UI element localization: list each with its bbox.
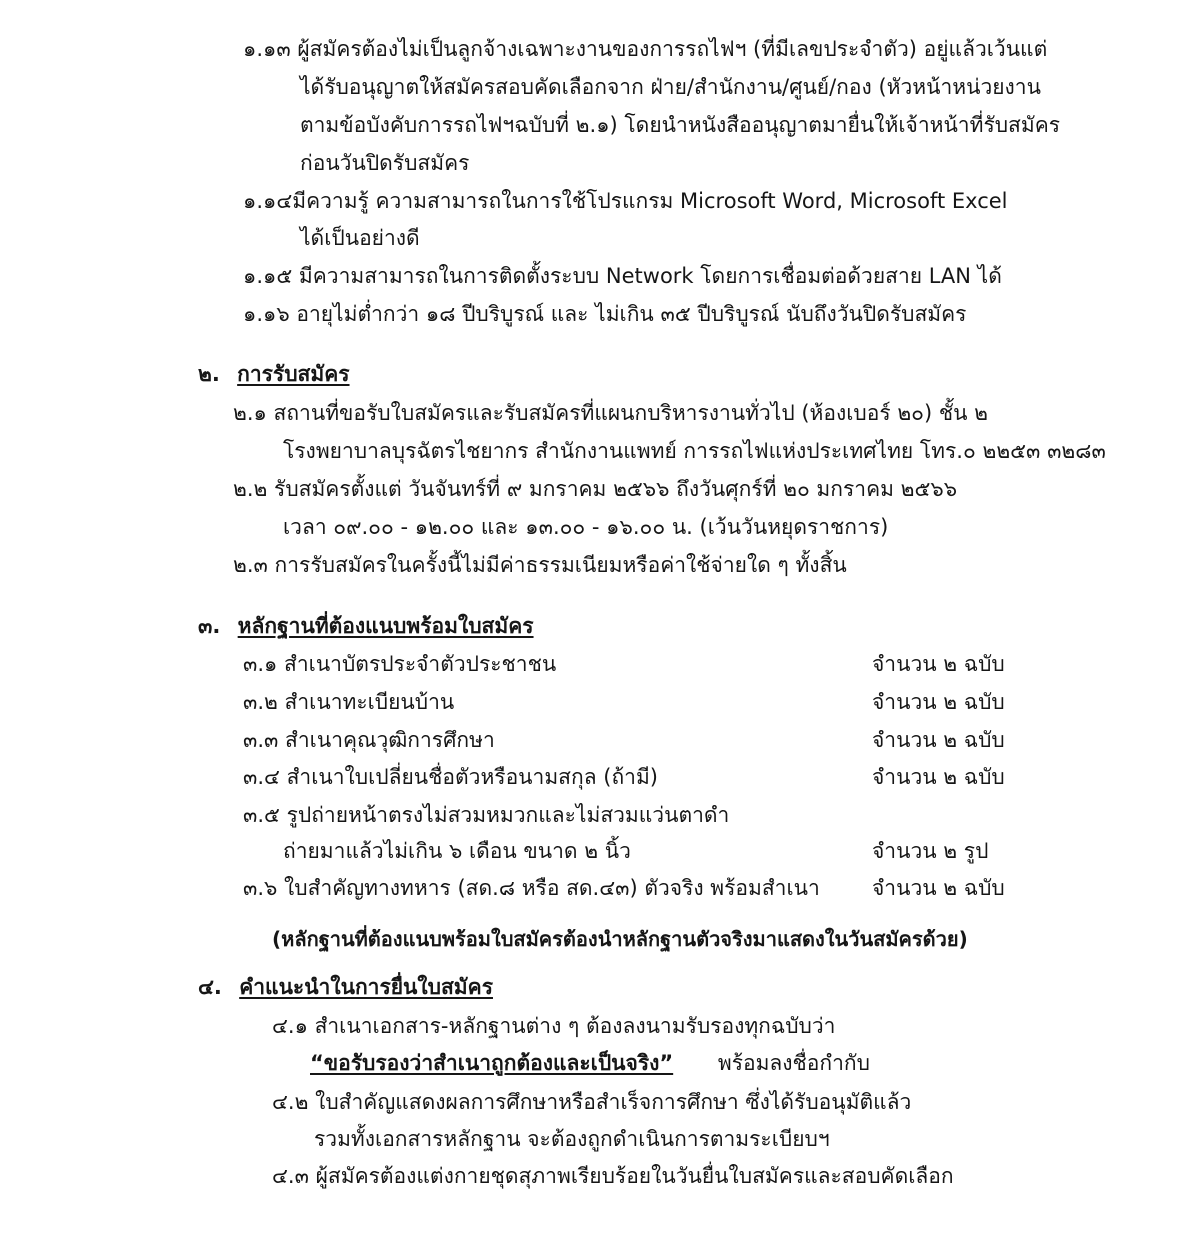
doc-item-3-2: ๓.๒ สำเนาทะเบียนบ้าน: [243, 690, 455, 714]
doc-item-3-5-line-2: ถ่ายมาแล้วไม่เกิน ๖ เดือน ขนาด ๒ นิ้ว: [283, 839, 631, 863]
section-3-heading: [198, 611, 534, 641]
item-4-1-line-2: [310, 1048, 870, 1078]
certification-quote: “ขอรับรองว่าสำเนาถูกต้องและเป็นจริง”: [310, 1051, 674, 1075]
item-1-14-line-1: ๑.๑๔มีความรู้ ความสามารถในการใช้โปรแกรม Microsoft Word, Microsoft Excel: [243, 189, 1008, 213]
doc-item-3-6: ๓.๖ ใบสำคัญทางทหาร (สด.๘ หรือ สด.๔๓) ตัวจริง พร้อมสำเนา: [243, 876, 820, 900]
section-4-number: ๔.: [198, 975, 222, 999]
item-1-14-line-2: ได้เป็นอย่างดี: [300, 226, 420, 250]
certification-suffix: พร้อมลงชื่อกำกับ: [717, 1051, 870, 1075]
item-1-13-line-2: ได้รับอนุญาตให้สมัครสอบคัดเลือกจาก ฝ่าย/สำนักงาน/ศูนย์/กอง (หัวหน้าหน่วยงาน: [300, 75, 1041, 99]
doc-item-3-1-qty: จำนวน ๒ ฉบับ: [872, 652, 1005, 676]
doc-item-3-4: ๓.๔ สำเนาใบเปลี่ยนชื่อตัวหรือนามสกุล (ถ้ามี): [243, 765, 658, 789]
doc-item-3-4-qty: จำนวน ๒ ฉบับ: [872, 765, 1005, 789]
item-4-1-line-1: ๔.๑ สำเนาเอกสาร-หลักฐานต่าง ๆ ต้องลงนามรับรองทุกฉบับว่า: [272, 1014, 836, 1038]
item-2-1-line-2: โรงพยาบาลบุรฉัตรไชยากร สำนักงานแพทย์ การรถไฟแห่งประเทศไทย โทร.๐ ๒๒๕๓ ๓๒๘๓: [283, 439, 1106, 463]
item-2-3: ๒.๓ การรับสมัครในครั้งนี้ไม่มีค่าธรรมเนียมหรือค่าใช้จ่ายใด ๆ ทั้งสิ้น: [233, 553, 847, 577]
item-1-13-line-1: ๑.๑๓ ผู้สมัครต้องไม่เป็นลูกจ้างเฉพาะงานของการรถไฟฯ (ที่มีเลขประจำตัว) อยู่แล้วเว้นแต่: [243, 37, 1048, 61]
section-2-number: ๒.: [198, 362, 220, 386]
doc-item-3-2-qty: จำนวน ๒ ฉบับ: [872, 690, 1005, 714]
item-4-2-line-2: รวมทั้งเอกสารหลักฐาน จะต้องถูกดำเนินการตามระเบียบฯ: [314, 1127, 830, 1151]
section-3-title: หลักฐานที่ต้องแนบพร้อมใบสมัคร: [237, 614, 534, 638]
doc-item-3-6-qty: จำนวน ๒ ฉบับ: [872, 876, 1005, 900]
item-2-2-line-1: ๒.๒ รับสมัครตั้งแต่ วันจันทร์ที่ ๙ มกราคม ๒๕๖๖ ถึงวันศุกร์ที่ ๒๐ มกราคม ๒๕๖๖: [233, 477, 958, 501]
section-3-note: (หลักฐานที่ต้องแนบพร้อมใบสมัครต้องนำหลักฐานตัวจริงมาแสดงในวันสมัครด้วย): [272, 927, 968, 951]
item-1-13-line-4: ก่อนวันปิดรับสมัคร: [300, 151, 470, 175]
section-2-heading: [198, 359, 350, 389]
section-4-title: คำแนะนำในการยื่นใบสมัคร: [239, 975, 493, 999]
doc-item-3-5-line-1: ๓.๕ รูปถ่ายหน้าตรงไม่สวมหมวกและไม่สวมแว่นตาดำ: [243, 803, 730, 827]
item-4-3: ๔.๓ ผู้สมัครต้องแต่งกายชุดสุภาพเรียบร้อยในวันยื่นใบสมัครและสอบคัดเลือก: [272, 1164, 954, 1188]
doc-item-3-1: ๓.๑ สำเนาบัตรประจำตัวประชาชน: [243, 652, 557, 676]
section-2-title: การรับสมัคร: [237, 362, 350, 386]
doc-item-3-3-qty: จำนวน ๒ ฉบับ: [872, 728, 1005, 752]
doc-item-3-5-qty: จำนวน ๒ รูป: [872, 839, 989, 863]
section-4-heading: [198, 972, 493, 1002]
item-1-13-line-3: ตามข้อบังคับการรถไฟฯฉบับที่ ๒.๑) โดยนำหนังสืออนุญาตมายื่นให้เจ้าหน้าที่รับสมัคร: [300, 113, 1061, 137]
section-3-number: ๓.: [198, 614, 221, 638]
doc-item-3-3: ๓.๓ สำเนาคุณวุฒิการศึกษา: [243, 728, 495, 752]
item-2-2-line-2: เวลา ๐๙.๐๐ - ๑๒.๐๐ และ ๑๓.๐๐ - ๑๖.๐๐ น. (เว้นวันหยุดราชการ): [283, 515, 889, 539]
item-4-2-line-1: ๔.๒ ใบสำคัญแสดงผลการศึกษาหรือสำเร็จการศึกษา ซึ่งได้รับอนุมัติแล้ว: [272, 1090, 912, 1114]
item-2-1-line-1: ๒.๑ สถานที่ขอรับใบสมัครและรับสมัครที่แผนกบริหารงานทั่วไป (ห้องเบอร์ ๒๐) ชั้น ๒: [233, 401, 988, 425]
item-1-15: ๑.๑๕ มีความสามารถในการติดตั้งระบบ Network โดยการเชื่อมต่อด้วยสาย LAN ได้: [243, 264, 1002, 288]
item-1-16: ๑.๑๖ อายุไม่ต่ำกว่า ๑๘ ปีบริบูรณ์ และ ไม่เกิน ๓๕ ปีบริบูรณ์ นับถึงวันปิดรับสมัคร: [243, 302, 967, 326]
